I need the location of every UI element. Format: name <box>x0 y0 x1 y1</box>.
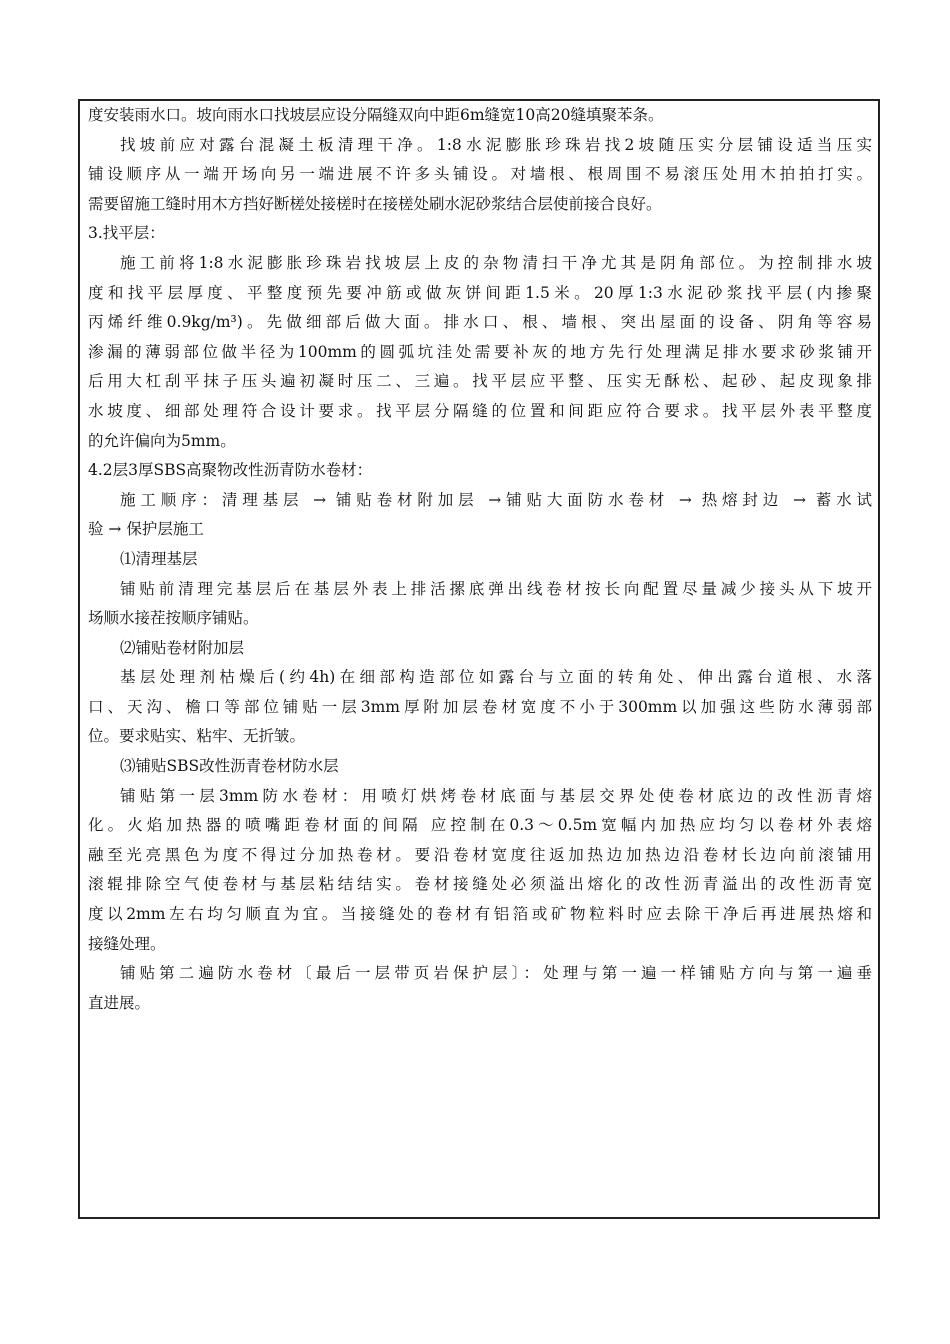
text-line: 水坡度、细部处理符合设计要求。找平层分隔缝的位置和间距应符合要求。找平层外表平整度 <box>88 401 872 420</box>
text-line: 需要留施工缝时用木方挡好断槎处接槎时在接槎处刷水泥砂浆结合层使前接合良好。 <box>88 194 662 213</box>
text-line: 找坡前应对露台混凝土板清理干净。1:8水泥膨胀珍珠岩找2坡随压实分层铺设适当压实 <box>120 135 872 154</box>
text-line: 度和找平层厚度、平整度预先要冲筋或做灰饼间距1.5米。20厚1:3水泥砂浆找平层(内掺聚 <box>88 283 872 302</box>
text-line: 铺贴第一层3mm防水卷材：用喷灯烘烤卷材底面与基层交界处使卷材底边的改性沥青熔 <box>120 786 872 805</box>
text-line: 渗漏的薄弱部位做半径为100mm的圆弧坑洼处需要补灰的地方先行处理满足排水要求砂浆铺开 <box>88 342 872 361</box>
text-line: 位。要求贴实、粘牢、无折皱。 <box>88 727 306 746</box>
text-line: ⑴清理基层 <box>120 549 198 568</box>
text-line: 施工前将1:8水泥膨胀珍珠岩找坡层上皮的杂物清扫干净尤其是阴角部位。为控制排水坡 <box>120 253 872 272</box>
text-line: 3.找平层： <box>88 224 165 243</box>
text-line: 直进展。 <box>88 993 151 1012</box>
text-line: 的允许偏向为5mm。 <box>88 431 236 450</box>
text-line: 滚辊排除空气使卷材与基层粘结结实。卷材接缝处必须溢出熔化的改性沥青溢出的改性沥青宽 <box>88 875 872 894</box>
text-line: 验 → 保护层施工 <box>88 520 204 539</box>
text-line: ⑵铺贴卷材附加层 <box>120 638 245 657</box>
text-line: 铺设顺序从一端开场向另一端进展不许多头铺设。对墙根、根周围不易滚压处用木拍拍打实。 <box>88 165 872 184</box>
text-line: 融至光亮黑色为度不得过分加热卷材。要沿卷材宽度往返加热边加热边沿卷材长边向前滚铺用 <box>88 845 872 864</box>
document-frame <box>78 99 880 1219</box>
text-line: 基层处理剂枯燥后(约4h)在细部构造部位如露台与立面的转角处、伸出露台道根、水落 <box>120 668 872 687</box>
text-line: 铺贴前清理完基层后在基层外表上排活摞底弹出线卷材按长向配置尽量减少接头从下坡开 <box>120 579 872 598</box>
text-line: 铺贴第二遍防水卷材〔最后一层带页岩保护层〕：处理与第一遍一样铺贴方向与第一遍垂 <box>120 964 872 983</box>
text-line: ⑶铺贴SBS改性沥青卷材防水层 <box>120 757 339 776</box>
text-line: 后用大杠刮平抹子压头遍初凝时压二、三遍。找平层应平整、压实无酥松、起砂、起皮现象排 <box>88 372 872 391</box>
text-line: 施工顺序：清理基层 → 铺贴卷材附加层 →铺贴大面防水卷材 → 热熔封边 → 蓄水试 <box>120 490 872 509</box>
document-body <box>88 101 872 1018</box>
text-line: 场顺水接茬按顺序铺贴。 <box>88 609 259 628</box>
text-line: 接缝处理。 <box>88 934 166 953</box>
text-line: 化。火焰加热器的喷嘴距卷材面的间隔 应控制在0.3～0.5m宽幅内加热应均匀以卷材外表熔 <box>88 816 872 835</box>
text-line: 丙烯纤维0.9kg/m³)。先做细部后做大面。排水口、根、墙根、突出屋面的设备、阴角等容易 <box>88 313 872 332</box>
text-line: 度以2mm左右均匀顺直为宜。当接缝处的卷材有铝箔或矿物粒料时应去除干净后再进展热熔和 <box>88 905 872 924</box>
text-line: 度安装雨水口。坡向雨水口找坡层应设分隔缝双向中距6m缝宽10高20缝填聚苯条。 <box>88 106 664 124</box>
text-line: 4.2层3厚SBS高聚物改性沥青防水卷材： <box>88 461 373 480</box>
text-line: 口、天沟、檐口等部位铺贴一层3mm厚附加层卷材宽度不小于300mm以加强这些防水薄弱部 <box>88 697 872 716</box>
